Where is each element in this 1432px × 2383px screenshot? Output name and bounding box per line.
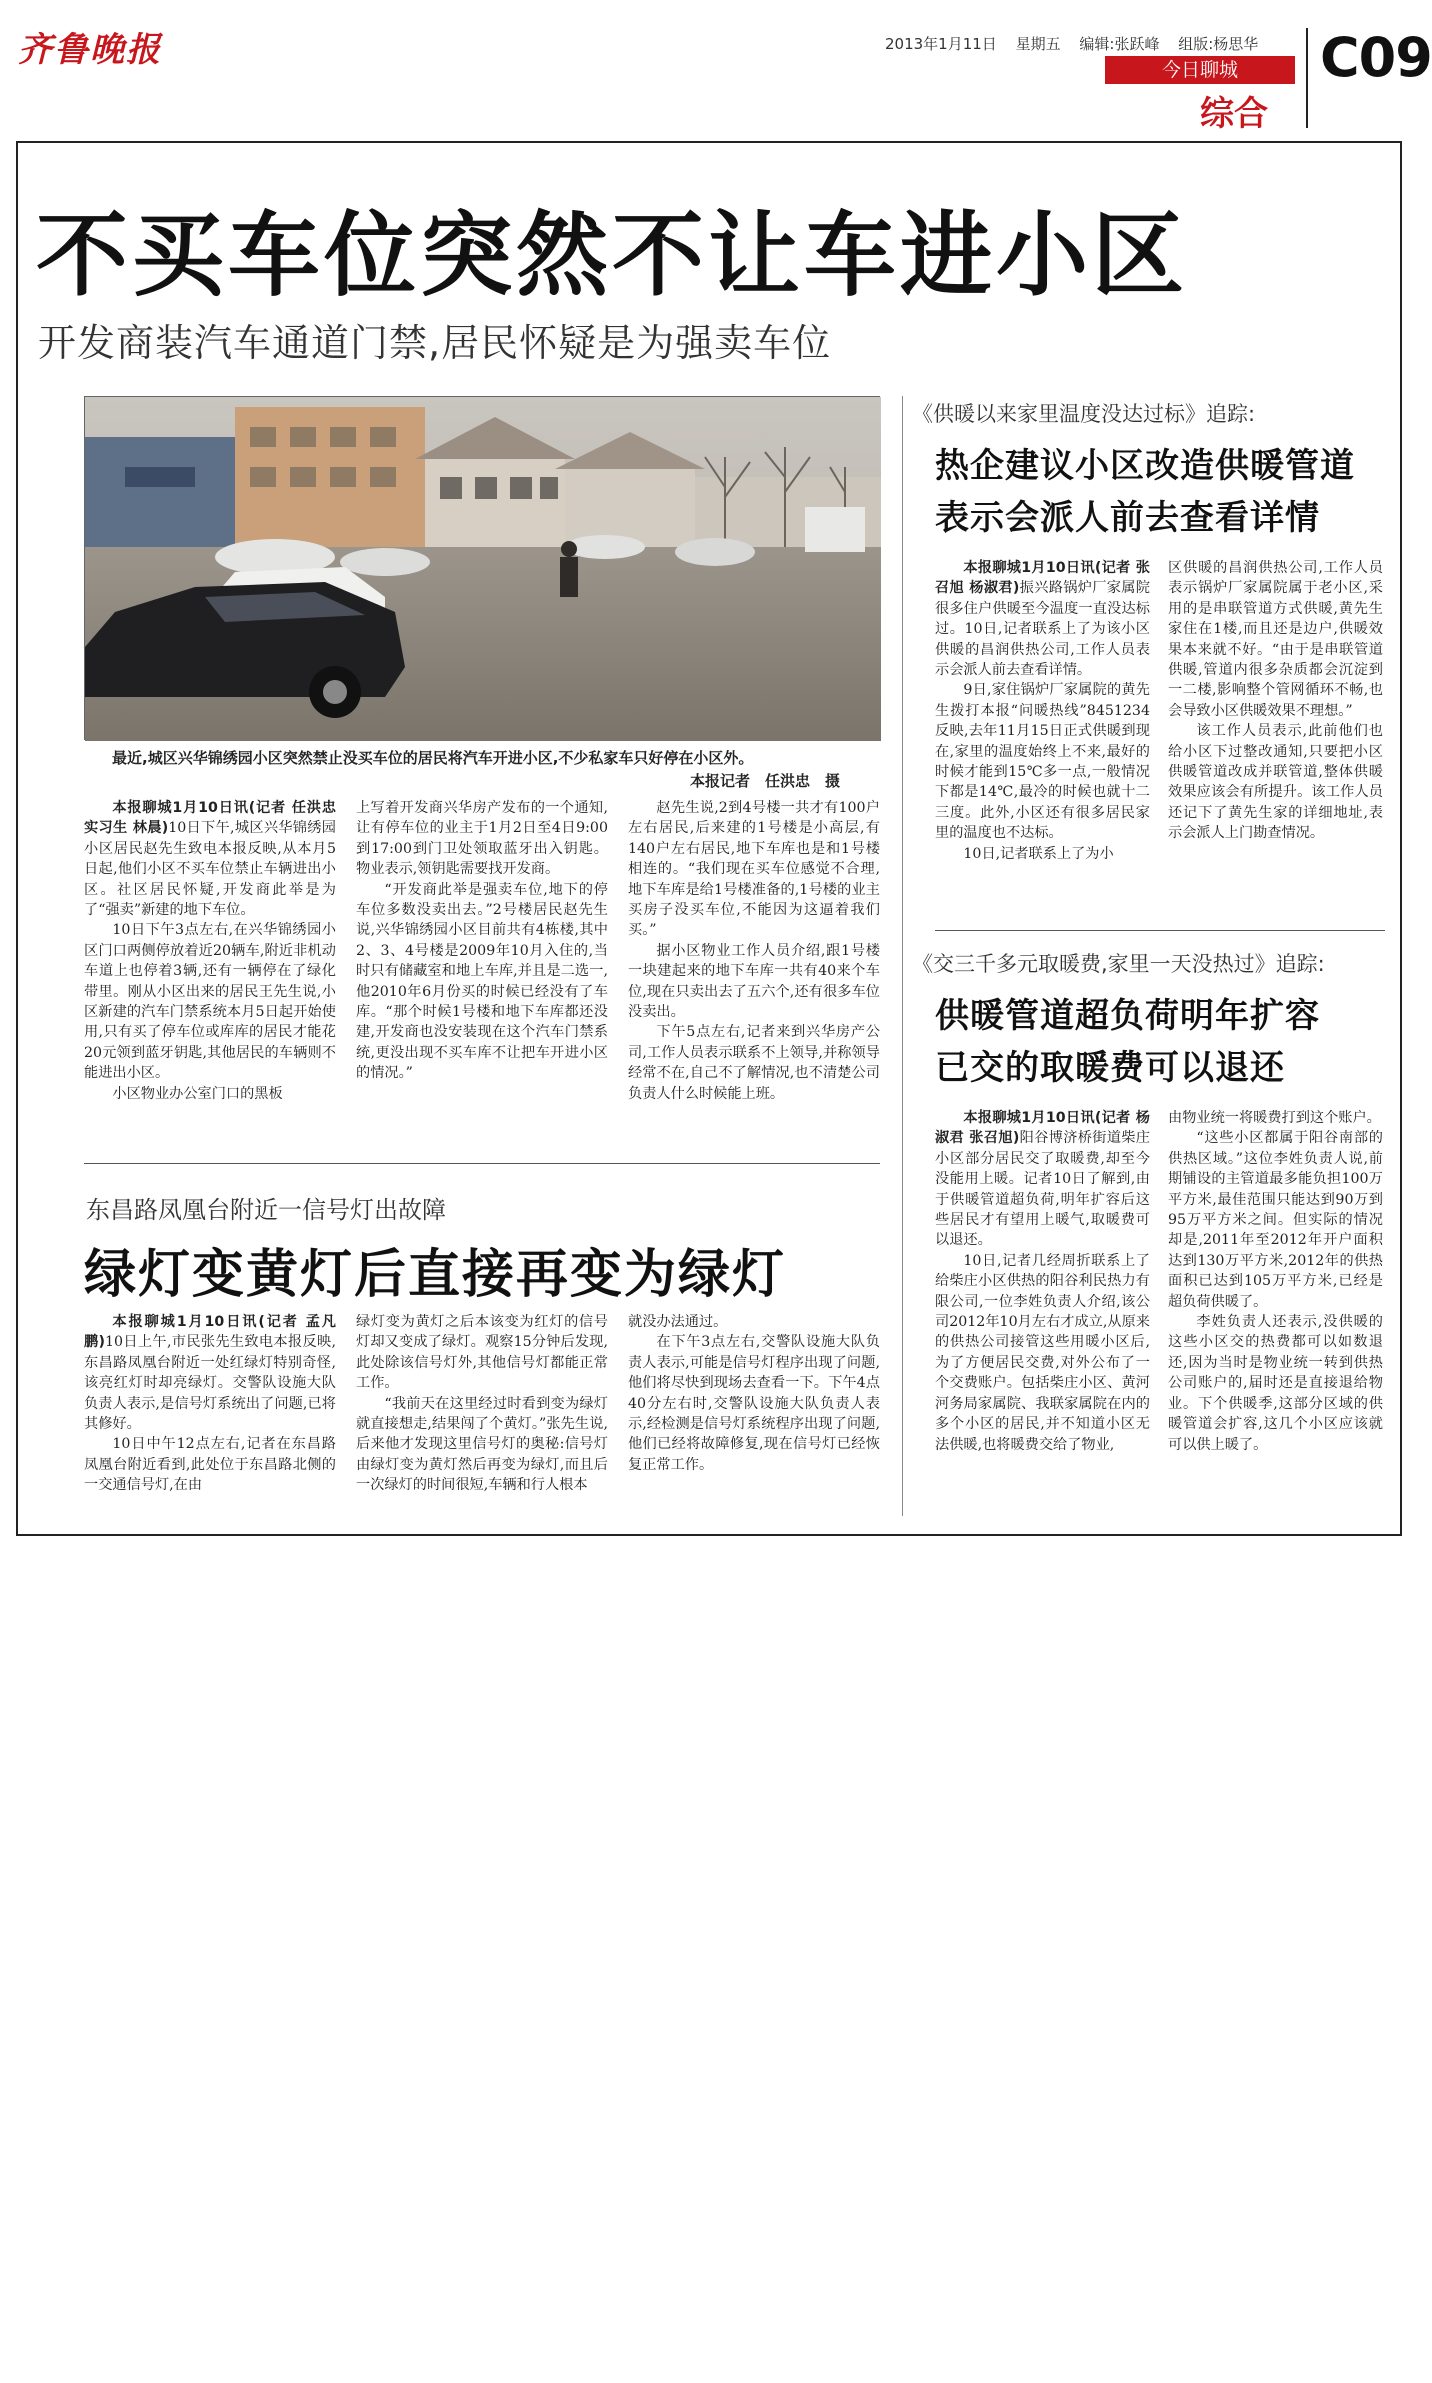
story-paragraph: 10日,记者联系上了为小: [963, 845, 1114, 862]
issue-meta: [885, 33, 1258, 54]
heating-two-kicker: 《交三千多元取暖费,家里一天没热过》追踪:: [912, 952, 1325, 976]
lead-paragraph: 小区物业办公室门口的黑板: [112, 1085, 283, 1102]
newspaper-logo: 齐鲁晚报: [18, 30, 162, 70]
story-paragraph: 9日,家住锅炉厂家属院的黄先生拨打本报“问暖热线”8451234反映,去年11月15日正式供暖到现在,家里的温度始终上不来,最好的时候才能到15℃多一点,一般情况下都是14℃,最冷的时候也就十二三度。此外,小区还有很多居民家里的温度也不达标。: [935, 682, 1150, 842]
issue-date: 2013年1月11日: [885, 35, 997, 53]
story-paragraph: 本报聊城1月10日讯(记者 杨淑君 张召旭)阳谷博济桥街道柴庄小区部分居民交了取暖费,却至今没能用上暖。记者10日了解到,由于供暖管道超负荷,明年扩容后这些居民才有望用上暖气,取暖费可以退还。: [935, 1110, 1150, 1249]
heating-two-headline-line2: 已交的取暖费可以退还: [935, 1048, 1285, 1088]
heating-two-column: [1168, 1108, 1383, 1526]
heating-two-headline-line1: 供暖管道超负荷明年扩容: [935, 996, 1320, 1036]
story-paragraph: 该工作人员表示,此前他们也给小区下过整改通知,只要把小区供暖管道改成并联管道,整体供暖效果应该会有所提升。该工作人员还记下了黄先生家的详细地址,表示会派人上门勘查情况。: [1168, 723, 1383, 842]
masthead-divider: [1306, 28, 1308, 128]
issue-weekday: 星期五: [1015, 35, 1061, 53]
story-two-headline: 绿灯变黄灯后直接再变为绿灯: [84, 1245, 787, 1305]
section-name: 综合: [1200, 94, 1268, 134]
story-paragraph: 本报聊城1月10日讯(记者 张召旭 杨淑君)振兴路锅炉厂家属院很多住户供暖至今温度一直没达标过。10日,记者联系上了为该小区供暖的昌润供热公司,工作人员表示会派人前去查看详情。: [935, 560, 1150, 679]
heating-one-column: [1168, 558, 1383, 918]
lead-paragraph: 赵先生说,2到4号楼一共才有100户左右居民,后来建的1号楼是小高层,有140户左右居民,地下车库也是和1号楼相连的。“我们现在买车位感觉不合理,地下车库是给1号楼准备的,1号楼的业主买房子没买车位,不能因为这逼着我们买。”: [628, 800, 880, 939]
lead-subhead: 开发商装汽车通道门禁,居民怀疑是为强卖车位: [38, 321, 832, 365]
photo-caption: 最近,城区兴华锦绣园小区突然禁止没买车位的居民将汽车开进小区,不少私家车只好停在小区外。: [112, 749, 754, 767]
story-paragraph: 就没办法通过。: [628, 1314, 728, 1330]
designer-credit: 组版:杨思华: [1178, 35, 1259, 53]
lead-headline: 不买车位突然不让车进小区: [36, 202, 1189, 309]
story-paragraph: 李姓负责人还表示,没供暖的这些小区交的热费都可以如数退还,因为当时是物业统一转到供热公司账户的,届时还是直接退给物业。下个供暖季,这部分区域的供暖管道会扩容,这几个小区应该就可以供上暖了。: [1168, 1314, 1383, 1453]
section-divider: [935, 930, 1385, 931]
column-rule: [902, 396, 903, 1516]
story-paragraph: “这些小区都属于阳谷南部的供热区域。”这位李姓负责人说,前期铺设的主管道最多能负担100万平方米,最佳范围只能达到90万到95万平方米之间。但实际的情况却是,2011年至2012年开户面积达到130万平方米,2012年的供热面积已达到105万平方米,已经是超负荷供暖了。: [1168, 1130, 1383, 1310]
story-two-kicker: 东昌路凤凰台附近一信号灯出故障: [86, 1196, 446, 1224]
story-paragraph: “我前天在这里经过时看到变为绿灯就直接想走,结果闯了个黄灯。”张先生说,后来他才发现这里信号灯的奥秘:信号灯由绿灯变为黄灯然后再变为绿灯,而且后一次绿灯的时间很短,车辆和行人根本: [356, 1395, 608, 1494]
photo-credit: 本报记者 任洪忠 摄: [690, 772, 841, 790]
story-paragraph: 由物业统一将暖费打到这个账户。: [1168, 1110, 1381, 1126]
lead-paragraph: 据小区物业工作人员介绍,跟1号楼一块建起来的地下车库一共有40来个车位,现在只卖出去了五六个,还有很多车位没卖出。: [628, 942, 880, 1021]
lead-story-column: [628, 798, 880, 1138]
lead-paragraph: “开发商此举是强卖车位,地下的停车位多数没卖出去。”2号楼居民赵先生说,兴华锦绣园小区目前共有4栋楼,其中2、3、4号楼是2009年10月入住的,当时只有储藏室和地上车库,并且是二选一,他2010年6月份买的时候已经没有了车库。“那个时候1号楼和地下车库都还没建,开发商也没安装现在这个汽车门禁系统,更没出现不买车库不让把车开进小区的情况。”: [356, 881, 608, 1082]
lead-paragraph: 10日下午3点左右,在兴华锦绣园小区门口两侧停放着近20辆车,附近非机动车道上也停着3辆,还有一辆停在了绿化带里。刚从小区出来的居民王先生说,小区新建的汽车门禁系统本月5日起开始使用,只有买了停车位或库库的居民才能花20元领到蓝牙钥匙,其他居民的车辆则不能进出小区。: [84, 922, 336, 1082]
story-two-column: [356, 1312, 608, 1526]
lead-paragraph: 本报聊城1月10日讯(记者 任洪忠 实习生 林晨)10日下午,城区兴华锦绣园小区居民赵先生致电本报反映,从本月5日起,他们小区不买车位禁止车辆进出小区。社区居民怀疑,开发商此举是为了“强卖”新建的地下车位。: [84, 800, 336, 919]
story-paragraph: 10日中午12点左右,记者在东昌路凤凰台附近看到,此处位于东昌路北侧的一交通信号灯,在由: [84, 1436, 336, 1494]
story-paragraph: 绿灯变为黄灯之后本该变为红灯的信号灯却又变成了绿灯。观察15分钟后发现,此处除该信号灯外,其他信号灯都能正常工作。: [356, 1314, 608, 1392]
heating-one-kicker: 《供暖以来家里温度没达过标》追踪:: [912, 402, 1256, 426]
story-two-column: [84, 1312, 336, 1526]
heating-one-column: [935, 558, 1150, 918]
masthead: [0, 0, 1432, 135]
page-number: C09: [1320, 26, 1432, 89]
heating-one-headline-line2: 表示会派人前去查看详情: [935, 498, 1320, 538]
lead-paragraph: 上写着开发商兴华房产发布的一个通知,让有停车位的业主于1月2日至4日9:00到17:00到门卫处领取蓝牙出入钥匙。物业表示,领钥匙需要找开发商。: [356, 800, 608, 878]
lead-story-column: [84, 798, 336, 1138]
heating-one-headline-line1: 热企建议小区改造供暖管道: [935, 446, 1355, 486]
story-paragraph: 区供暖的昌润供热公司,工作人员表示锅炉厂家属院属于老小区,采用的是串联管道方式供暖,黄先生家住在1楼,而且还是边户,供暖效果本来就不好。“由于是串联管道供暖,管道内很多杂质都会沉淀到一二楼,影响整个管网循环不畅,也会导致小区供暖效果不理想。”: [1168, 560, 1383, 719]
story-paragraph: 10日,记者几经周折联系上了给柴庄小区供热的阳谷利民热力有限公司,一位李姓负责人介绍,该公司2012年10月左右才成立,从原来的供热公司接管这些用暖小区后,为了方便居民交费,对外公布了一个交费账户。包括柴庄小区、黄河河务局家属院、我联家属院在内的多个小区的居民,并不知道小区无法供暖,也将暖费交给了物业,: [935, 1252, 1150, 1453]
lead-story-column: [356, 798, 608, 1138]
section-divider: [84, 1163, 880, 1164]
story-paragraph: 本报聊城1月10日讯(记者 孟凡鹏)10日上午,市民张先生致电本报反映,东昌路凤凰台附近一处红绿灯特别奇怪,该亮红灯时却亮绿灯。交警队设施大队负责人表示,是信号灯系统出了问题,已将其修好。: [84, 1314, 337, 1433]
lead-paragraph: 下午5点左右,记者来到兴华房产公司,工作人员表示联系不上领导,并称领导经常不在,自己不了解情况,也不清楚公司负责人什么时候能上班。: [628, 1024, 880, 1102]
street-scene-image: [85, 397, 881, 741]
heating-two-column: [935, 1108, 1150, 1526]
section-tab: 今日聊城: [1105, 56, 1295, 84]
lead-photo: [84, 396, 880, 740]
editor-credit: 编辑:张跃峰: [1079, 35, 1160, 53]
story-paragraph: 在下午3点左右,交警队设施大队负责人表示,可能是信号灯程序出现了问题,他们将尽快到现场去查看一下。下午4点40分左右时,交警队设施大队负责人表示,经检测是信号灯系统程序出现了问题,他们已经将故障修复,现在信号灯已经恢复正常工作。: [628, 1334, 880, 1473]
story-two-column: [628, 1312, 880, 1526]
